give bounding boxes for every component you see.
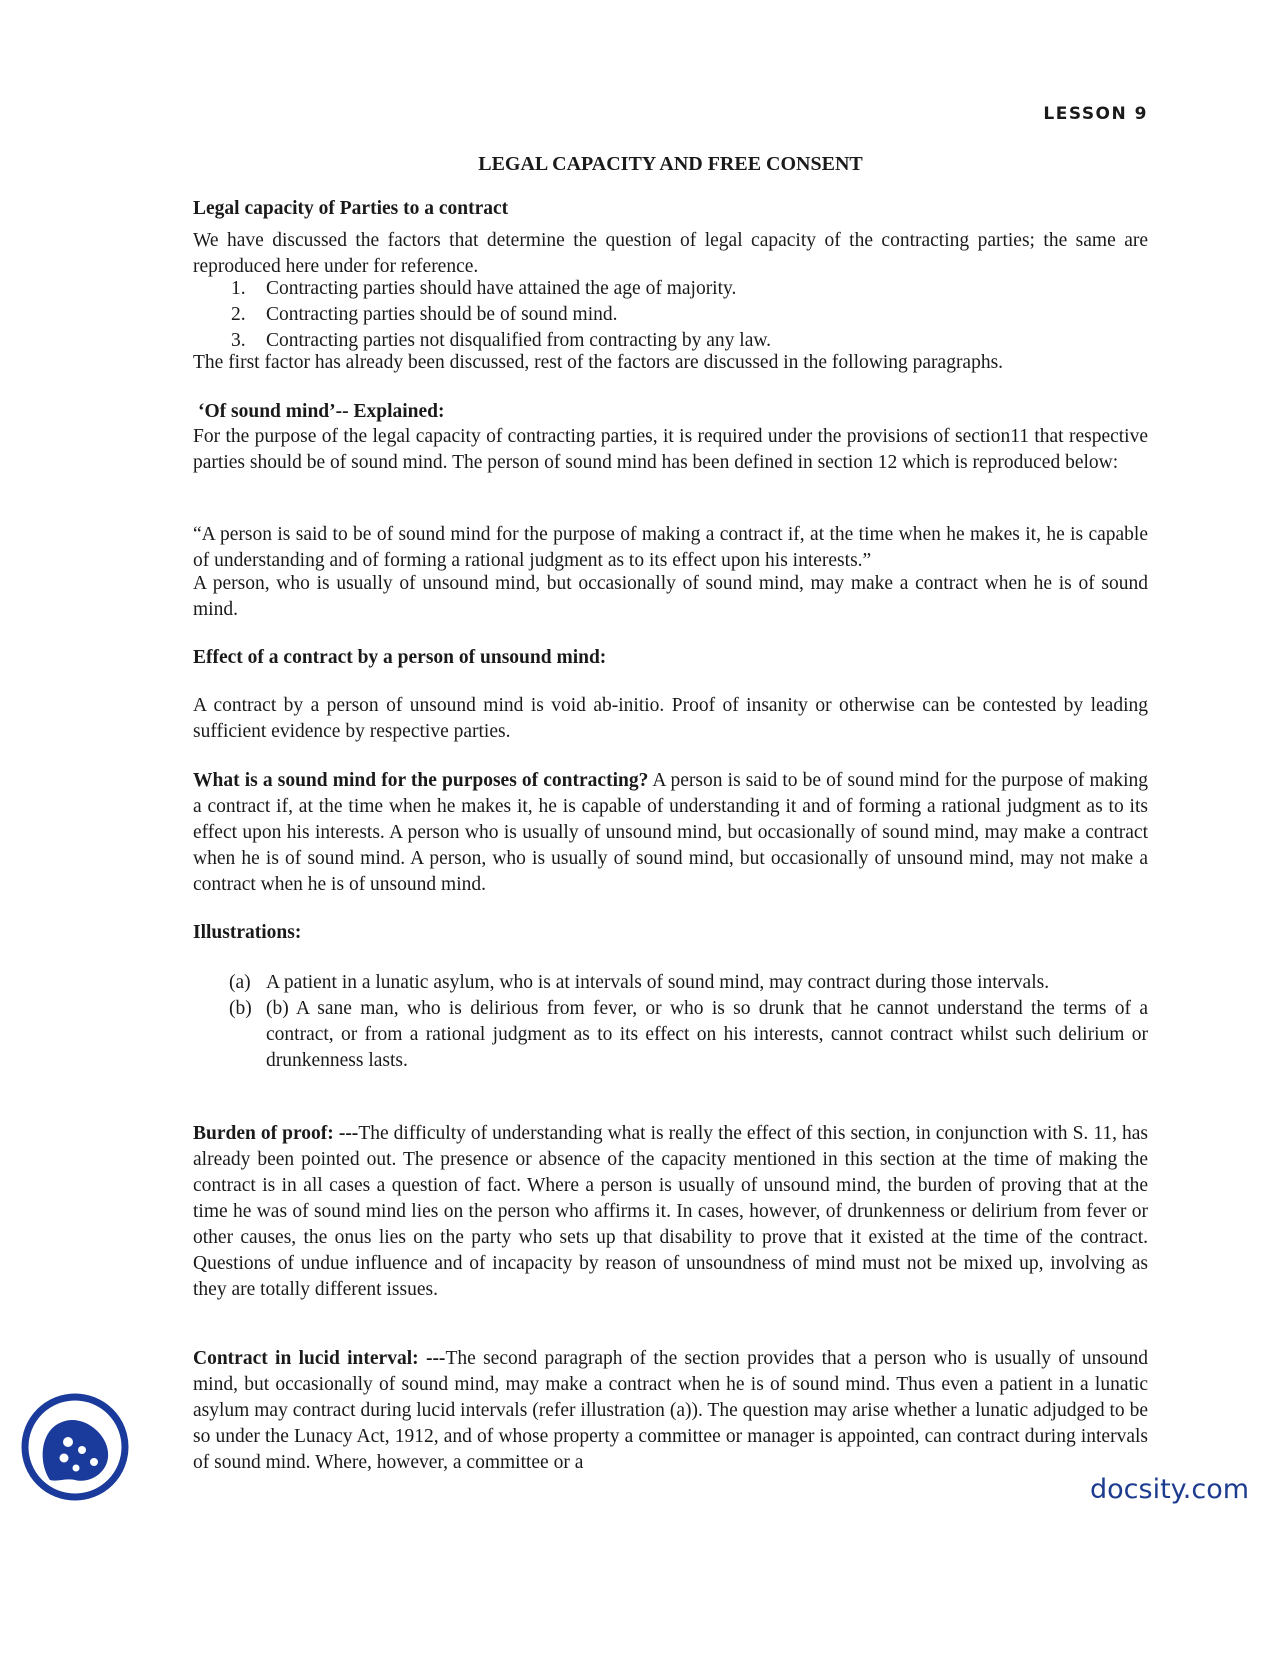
paragraph-text: A person is said to be of sound mind for the purpose of making a contract if, at the time when he makes it, he is capable of understanding it and of forming a rational judgment as to its effect upon his interests. A person who is usually of unsound mind, but occasionally of sound mind, may make a contract when he is of sound mind. A person, who is usually of sound mind, but occasionally of unsound mind, may not make a contract when he is of unsound mind.	[193, 770, 1148, 895]
factor-list	[193, 276, 1148, 354]
page-cutoff-fade	[0, 1518, 1280, 1548]
list-text: (b) A sane man, who is delirious from fever, or who is so drunk that he cannot understand the terms of a contract, or from a rational judgment as to its effect on his interests, cannot contract whilst such delirium or drunkenness lasts.	[266, 998, 1148, 1071]
list-number: 2.	[231, 304, 246, 325]
page-title: LEGAL CAPACITY AND FREE CONSENT	[478, 153, 863, 175]
paragraph-section-12: For the purpose of the legal capacity of contracting parties, it is required under the provisions of section11 that respective parties should be of sound mind. The person of sound mind has been defined in section 12 which is reproduced below:	[193, 426, 1148, 473]
illustration-list	[193, 970, 1148, 1074]
list-item	[193, 302, 1148, 328]
list-text: Contracting parties not disqualified from contracting by any law.	[266, 330, 772, 351]
list-number: (b)	[229, 998, 252, 1019]
inline-heading: Contract in lucid interval: ---	[193, 1348, 446, 1369]
list-text: Contracting parties should have attained the age of majority.	[266, 278, 737, 299]
paragraph-sound-mind-purposes	[193, 768, 1148, 898]
list-number: 1.	[231, 278, 246, 299]
list-number: (a)	[229, 972, 251, 993]
paragraph-void: A contract by a person of unsound mind is void ab-initio. Proof of insanity or otherwise can be contested by leading sufficient evidence by respective parties.	[193, 695, 1148, 742]
paragraph-text: The second paragraph of the section provides that a person who is usually of unsound mind, but occasionally of sound mind, may make a contract when he is of sound mind. Thus even a patient in a lunatic asylum may contract during lucid intervals (refer illustration (a)). The question may arise whether a lunatic adjudged to be so under the Lunacy Act, 1912, and of whose property a committee or manager is appointed, can contract during intervals of sound mind. Where, however, a committee or a	[193, 1348, 1148, 1473]
list-item	[193, 996, 1148, 1074]
list-number: 3.	[231, 330, 246, 351]
inline-heading: Burden of proof: ---	[193, 1123, 359, 1144]
section-heading-illustrations: Illustrations:	[193, 922, 302, 943]
section-heading-sound-mind: ‘Of sound mind’-- Explained:	[198, 401, 445, 422]
section-heading-effect: Effect of a contract by a person of unsound mind:	[193, 647, 607, 668]
inline-heading: What is a sound mind for the purposes of contracting?	[193, 770, 649, 791]
paragraph-burden-of-proof	[193, 1121, 1148, 1303]
paragraph-lucid-interval	[193, 1346, 1148, 1522]
paragraph-outro: The first factor has already been discussed, rest of the factors are discussed in the following paragraphs.	[193, 352, 1004, 373]
paragraph-unsound-mind: A person, who is usually of unsound mind, but occasionally of sound mind, may make a contract when he is of sound mind.	[193, 573, 1148, 620]
paragraph-text: The difficulty of understanding what is really the effect of this section, in conjunction with S. 11, has already been pointed out. The presence or absence of the capacity mentioned in this section at the time of making the contract is in all cases a question of fact. Where a person is usually of unsound mind, the burden of proving that at the time he was of sound mind lies on the person who affirms it. In cases, however, of drunkenness or delirium from fever or other causes, the onus lies on the party who sets up that disability to prove that it existed at the time of the contract. Questions of undue influence and of incapacity by reason of unsoundness of mind must not be mixed up, involving as they are totally different issues.	[193, 1123, 1148, 1300]
list-text: A patient in a lunatic asylum, who is at intervals of sound mind, may contract during those intervals.	[266, 972, 1050, 993]
list-item	[193, 276, 1148, 302]
docsity-watermark[interactable]: docsity.com	[1090, 1474, 1250, 1505]
docsity-logo-icon[interactable]	[20, 1392, 130, 1502]
list-text: Contracting parties should be of sound mind.	[266, 304, 618, 325]
section-heading-legal-capacity: Legal capacity of Parties to a contract	[193, 198, 509, 219]
paragraph-intro: We have discussed the factors that determine the question of legal capacity of the contracting parties; the same are reproduced here under for reference.	[193, 230, 1148, 277]
lesson-label: LESSON 9	[1043, 104, 1148, 124]
list-item	[193, 970, 1148, 996]
quote-section-12: “A person is said to be of sound mind for the purpose of making a contract if, at the time when he makes it, he is capable of understanding and of forming a rational judgment as to its effect upon his interests.”	[193, 524, 1148, 571]
